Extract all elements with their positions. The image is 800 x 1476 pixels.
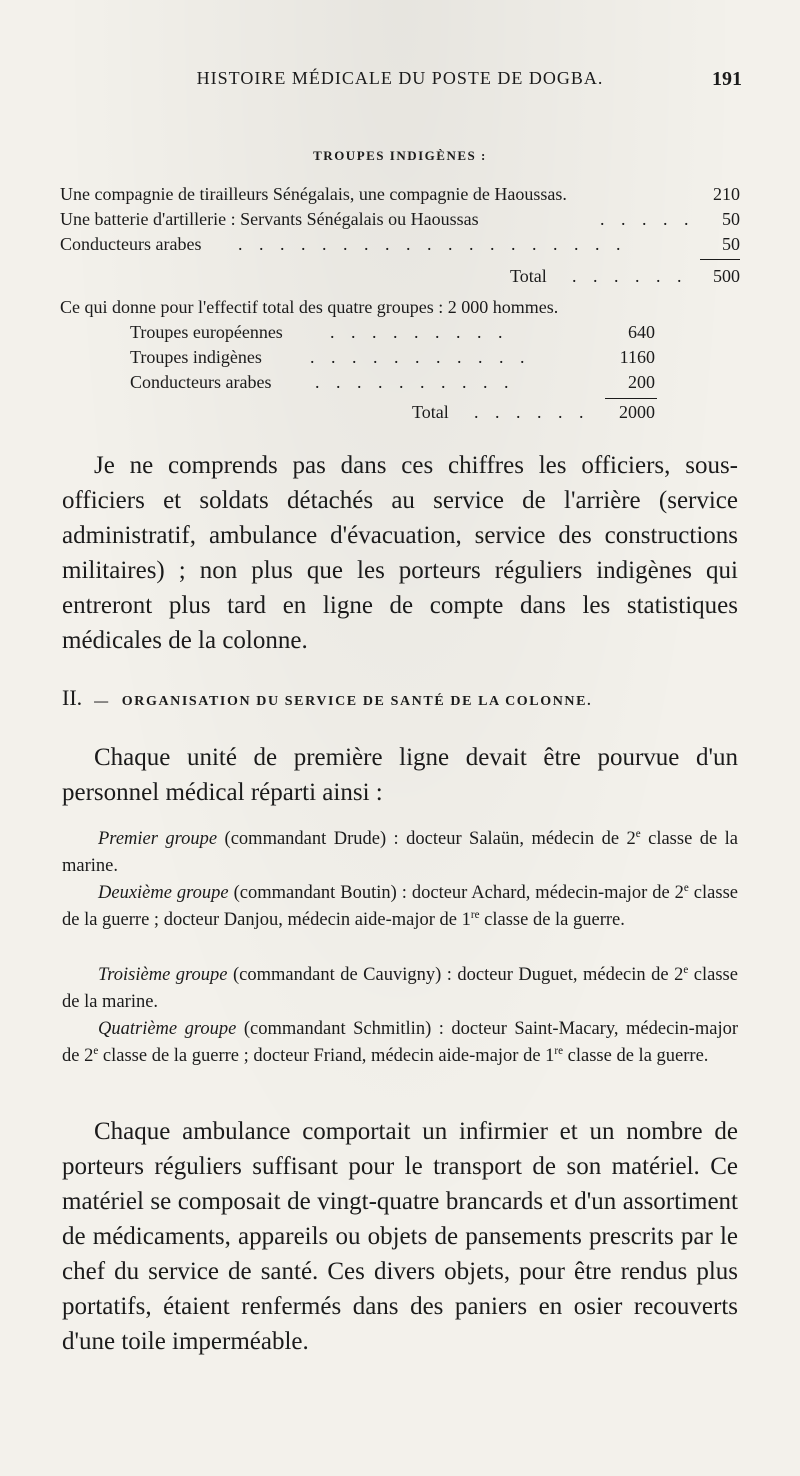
troupes-row (60, 184, 740, 212)
troupes-row (60, 209, 740, 237)
effectif-row-value: 640 (628, 322, 655, 342)
effectif-total-row (412, 402, 655, 430)
troupes-row-label: Une compagnie de tirailleurs Sénégalais, une compagnie de Haoussas. (60, 184, 567, 204)
leader-dots: . . . . . . . . . . . (310, 347, 531, 367)
total-label: Total (510, 266, 547, 286)
troupes-row (60, 234, 740, 262)
ordinal-superscript: e (683, 881, 689, 894)
leader-dots: . . . . . . . . . . . . . . . . . . . (238, 234, 627, 254)
group-text: classe de la guerre ; docteur Danjou, médecin aide-major de 1 (62, 883, 738, 930)
ordinal-superscript: e (635, 827, 641, 840)
group-text: (commandant Boutin) : docteur Achard, médecin-major de 2 (228, 883, 684, 903)
troupes-total-row (510, 266, 740, 294)
group-text: (commandant Drude) : docteur Salaün, médecin de 2 (217, 829, 636, 849)
section-heading (62, 685, 742, 711)
group-text: (commandant de Cauvigny) : docteur Duguet, médecin de 2 (227, 965, 684, 985)
effectif-intro-text: Ce qui donne pour l'effectif total des quatre groupes : 2 000 hommes. (60, 297, 559, 317)
troupes-row-value: 210 (713, 184, 740, 204)
troupes-row-label: Une batterie d'artillerie : Servants Sénégalais ou Haoussas (60, 209, 479, 229)
ordinal-superscript: e (683, 963, 689, 976)
effectif-row-value: 1160 (619, 347, 655, 367)
ordinal-superscript: re (470, 908, 480, 921)
total-label: Total (412, 402, 449, 422)
effectif-row-label: Troupes indigènes (130, 347, 262, 367)
effectif-row (130, 372, 655, 400)
section-number: II. (62, 685, 83, 710)
sum-rule (605, 398, 657, 399)
ordinal-superscript: e (93, 1044, 99, 1057)
group-entry (62, 962, 738, 1016)
ordinal-superscript: re (554, 1044, 564, 1057)
paragraph-exclusions: Je ne comprends pas dans ces chiffres les officiers, sous-officiers et soldats détachés au service de l'arrière (service administratif, ambulance d'évacuation, service des constructions militaires) ; non plus que les porteurs réguliers indigènes qui entreront plus tard en ligne de compte dans les statistiques médicales de la colonne. (62, 452, 738, 654)
running-title: HISTOIRE MÉDICALE DU POSTE DE DOGBA. (196, 68, 604, 88)
section-dash: — (94, 694, 110, 709)
total-value: 2000 (619, 402, 655, 422)
leader-dots: . . . . . . . . . . (315, 372, 515, 392)
troupes-row-value: 50 (722, 209, 740, 229)
group-name: Troisième groupe (98, 965, 228, 985)
leader-dots: . . . . . . . . . (330, 322, 509, 342)
section-title: ORGANISATION DU SERVICE DE SANTÉ DE LA COLONNE. (121, 694, 593, 709)
leader-dots: . . . . . . (474, 402, 590, 422)
effectif-intro (60, 297, 750, 325)
page-number: 191 (712, 68, 742, 90)
effectif-row-label: Conducteurs arabes (130, 372, 272, 392)
group-entry (62, 880, 738, 934)
paragraph-ambulance: Chaque ambulance comportait un infirmier et un nombre de porteurs réguliers suffisant pour le transport de son matériel. Ce matériel se composait de vingt-quatre brancards et d'un assortiment de médicaments, appareils ou objets de pansements prescrits par le chef du service de santé. Ces divers objets, pour être rendus plus portatifs, étaient renfermés dans des paniers en osier recouverts d'une toile imperméable. (62, 1118, 738, 1355)
group-name: Quatrième groupe (98, 1019, 237, 1039)
effectif-row-label: Troupes européennes (130, 322, 283, 342)
effectif-row (130, 347, 655, 375)
leader-dots: . . . . . (600, 209, 695, 229)
paragraph-intro-personnel: Chaque unité de première ligne devait être pourvue d'un personnel médical réparti ainsi : (62, 744, 738, 806)
group-entry (62, 1016, 738, 1070)
group-entry (62, 826, 738, 880)
effectif-row-value: 200 (628, 372, 655, 392)
effectif-row (130, 322, 655, 350)
group-text: classe de la marine. (62, 829, 738, 876)
troupes-row-label: Conducteurs arabes (60, 234, 202, 254)
group-text: classe de la guerre. (563, 1046, 709, 1066)
troupes-heading: TROUPES INDIGÈNES : (313, 148, 487, 163)
group-text: classe de la guerre. (479, 910, 625, 930)
sum-rule (700, 259, 740, 260)
group-text: classe de la guerre ; docteur Friand, médecin aide-major de 1 (98, 1046, 555, 1066)
group-text: (commandant Schmitlin) : docteur Saint-Macary, médecin-major de 2 (62, 1019, 738, 1066)
total-value: 500 (713, 266, 740, 286)
leader-dots: . . . . . . (572, 266, 688, 286)
group-text: classe de la marine. (62, 965, 738, 1012)
group-name: Premier groupe (98, 829, 218, 849)
group-name: Deuxième groupe (98, 883, 229, 903)
running-head (0, 68, 800, 102)
troupes-row-value: 50 (722, 234, 740, 254)
